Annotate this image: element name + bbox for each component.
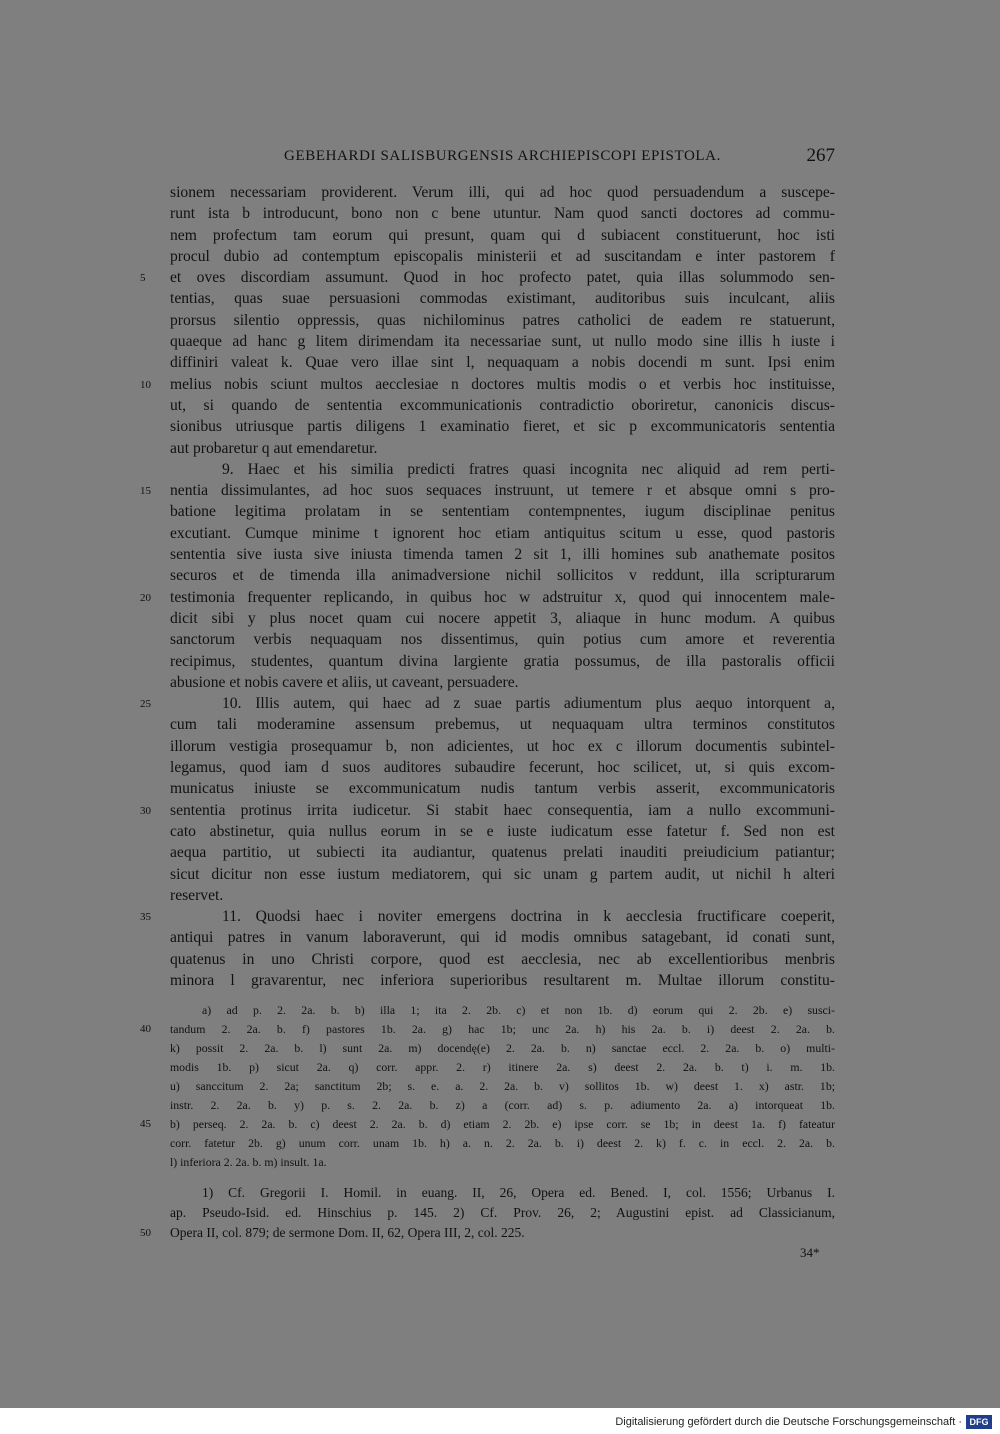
- text-line: [170, 203, 835, 224]
- main-text: [140, 182, 835, 991]
- line-text: ap. Pseudo-Isid. ed. Hinschius p. 145. 2) Cf. Prov. 26, 2; Augustini epist. ad Classicianum,: [170, 1205, 835, 1220]
- text-line: [170, 608, 835, 629]
- line-text: et oves discordiam assumunt. Quod in hoc profecto patet, quia illas solummodo sen-: [170, 269, 835, 287]
- line-text: k) possit 2. 2a. b. l) sunt 2a. m) docendę(e) 2. 2a. b. n) sanctae eccl. 2. 2a. b. o) multi-: [170, 1041, 835, 1055]
- dfg-logo: DFG: [966, 1415, 992, 1429]
- sheet-signature: 34*: [800, 1245, 820, 1260]
- line-text: u) sanccitum 2. 2a; sanctitum 2b; s. e. a. 2. 2a. b. v) sollitos 1b. w) deest 1. x) astr. 1b;: [170, 1079, 835, 1093]
- line-text: ut, si quando de sententia excommunicationis contradictio oboriretur, canonicis discus-: [170, 396, 835, 414]
- apparatus-line: [170, 1096, 835, 1115]
- critical-apparatus: [140, 1001, 835, 1172]
- line-text: tentias, quas suae persuasioni commodas existimant, auditoribus suis inculcant, aliis: [170, 290, 835, 308]
- text-line: [140, 693, 835, 714]
- line-number: 10: [140, 378, 151, 391]
- line-text: aequa partitio, ut subiecti ita audiantur, quatenus prelati inauditi preiudicium patiantur;: [170, 844, 835, 862]
- line-text: 9. Haec et his similia predicti fratres quasi incognita nec aliquid ad rem perti-: [222, 460, 835, 478]
- line-text: aut probaretur q aut emendaretur.: [170, 439, 378, 457]
- text-line: [170, 310, 835, 331]
- text-line: [170, 246, 835, 267]
- text-line: [140, 374, 835, 395]
- footer-credit: Digitalisierung gefördert durch die Deutsche Forschungsgemeinschaft ·: [615, 1416, 962, 1428]
- line-text: antiqui patres in vanum laboraverunt, qui id modis omnibus satagebant, id conati sunt,: [170, 929, 835, 947]
- line-text: legamus, quod iam d suos auditores subaudire fecerunt, hoc scilicet, ut, si quis excom-: [170, 759, 835, 777]
- line-text: minora l gravarentur, nec inferiora superioribus resultarent m. Multae illorum constitu-: [170, 971, 835, 989]
- text-line: [170, 821, 835, 842]
- text-line: [170, 501, 835, 522]
- line-text: cato abstinetur, quia nullus eorum in se e iuste iudicatum esse fatetur f. Sed non est: [170, 822, 835, 840]
- text-line: [170, 395, 835, 416]
- apparatus-line: [170, 1153, 835, 1172]
- text-line: [170, 565, 835, 586]
- text-line: [170, 416, 835, 437]
- text-line: [170, 629, 835, 650]
- line-text: b) perseq. 2. 2a. b. c) deest 2. 2a. b. d) etiam 2. 2b. e) ipse corr. se 1b; in deest 1a. f) fateatur: [170, 1117, 835, 1131]
- line-text: quaeque ad hanc g litem dirimendam ita necessariae sunt, ut nullo modo sine illis h iuste i: [170, 333, 835, 351]
- line-text: prorsus silentio oppressis, quas nichilominus patres catholici de eadem re statuerunt,: [170, 311, 835, 329]
- footnote-line: [170, 1183, 835, 1203]
- line-text: 11. Quodsi haec i noviter emergens doctrina in k aecclesia fructificare coeperit,: [222, 908, 835, 926]
- text-line: [140, 906, 835, 927]
- text-line: [170, 885, 835, 906]
- line-text: illorum vestigia prosequamur b, non adicientes, ut hoc ex c illorum documentis subintel-: [170, 737, 835, 755]
- line-text: 1) Cf. Gregorii I. Homil. in euang. II, 26, Opera ed. Bened. I, col. 1556; Urbanus I.: [202, 1185, 835, 1200]
- line-text: quatenus in uno Christi corpore, quod est aecclesia, nec ab excellentioribus menbris: [170, 950, 835, 968]
- footnotes: [140, 1183, 835, 1243]
- line-text: Opera II, col. 879; de sermone Dom. II, 62, Opera III, 2, col. 225.: [170, 1225, 525, 1240]
- line-text: runt ista b introducunt, bono non c bene utuntur. Nam quod sancti doctores ad commu-: [170, 205, 835, 223]
- line-text: melius nobis sciunt multos aecclesiae n doctores multis modis o et verbis hoc instituisse,: [170, 375, 835, 393]
- line-text: corr. fatetur 2b. g) unum corr. unam 1b. h) a. n. 2. 2a. b. i) deest 2. k) f. c. in eccl. 2. 2a. b.: [170, 1136, 835, 1150]
- line-text: nem profectum tam eorum qui presunt, quam qui d subiacent constituerunt, hoc isti: [170, 226, 835, 244]
- text-line: [170, 842, 835, 863]
- line-number: 35: [140, 911, 151, 924]
- apparatus-line: [170, 1134, 835, 1153]
- apparatus-line: [170, 1077, 835, 1096]
- line-text: diffiniri valeat k. Quae vero illae sint l, nequaquam a nobis docendi m sunt. Ipsi enim: [170, 354, 835, 372]
- text-line: [170, 927, 835, 948]
- line-number: 40: [140, 1023, 151, 1035]
- running-header: [170, 145, 835, 170]
- line-number: 30: [140, 804, 151, 817]
- running-title: GEBEHARDI SALISBURGENSIS ARCHIEPISCOPI EPISTOLA.: [284, 148, 721, 164]
- text-line: [140, 480, 835, 501]
- line-text: sionem necessariam providerent. Verum illi, qui ad hoc quod persuadendum a suscepe-: [170, 184, 835, 201]
- line-text: sententia sive iusta sive iniusta timenda tamen 2 sit 1, illi homines sub anathemate positos: [170, 546, 835, 564]
- text-line: [170, 331, 835, 352]
- line-text: 10. Illis autem, qui haec ad z suae partis adiumentum plus aequo intorquent a,: [222, 695, 835, 713]
- text-line: [170, 970, 835, 991]
- text-line: [170, 757, 835, 778]
- text-line: [170, 438, 835, 459]
- text-line: [170, 736, 835, 757]
- line-text: sionibus utriusque partis diligens 1 examinatio fieret, et sic p excommunicatoris sententia: [170, 418, 835, 436]
- apparatus-line: [170, 1039, 835, 1058]
- text-line: [170, 544, 835, 565]
- text-line: [140, 587, 835, 608]
- text-line: [140, 800, 835, 821]
- text-line: [170, 714, 835, 735]
- line-text: securos et de timenda illa animadversione nichil sollicitos v reddunt, illa scripturarum: [170, 567, 835, 585]
- footnote-line: [140, 1223, 835, 1243]
- line-text: procul dubio ad contemptum episcopalis ministerii et ad suscitandam e inter pastorem f: [170, 247, 835, 265]
- line-text: batione legitima prolatam in se sententiam contempnentes, iugum disciplinae penitus: [170, 503, 835, 521]
- apparatus-line: [170, 1058, 835, 1077]
- line-text: cum tali moderamine assensum prebemus, ut nequaquam ultra terminos constitutos: [170, 716, 835, 734]
- line-number: 25: [140, 698, 151, 711]
- apparatus-line: [170, 1001, 835, 1020]
- page-number: 267: [806, 145, 835, 166]
- text-line: [170, 182, 835, 203]
- line-text: sicut dicitur non esse iustum mediatorem, qui sic unam g partem audit, ut nichil h alteri: [170, 865, 835, 883]
- line-text: tandum 2. 2a. b. f) pastores 1b. 2a. g) hac 1b; unc 2a. h) his 2a. b. i) deest 2. 2a. b.: [170, 1022, 835, 1036]
- digitization-footer: [0, 1408, 1000, 1434]
- line-text: recipimus, studentes, quantum divina largiente gratia possumus, de illa pastoralis officii: [170, 652, 835, 670]
- line-text: l) inferiora 2. 2a. b. m) insult. 1a.: [170, 1155, 327, 1169]
- line-text: excutiant. Cumque minime t ignorent hoc etiam antiquitus scitum u esse, quod pastoris: [170, 524, 835, 542]
- text-line: [170, 352, 835, 373]
- line-number: 50: [140, 1227, 151, 1239]
- text-line: [140, 267, 835, 288]
- text-line: [170, 288, 835, 309]
- line-text: municatus iniuste se excommunicatum nudis tantum verbis asserit, excommunicatoris: [170, 780, 835, 798]
- line-text: sententia protinus irrita iudicetur. Si stabit haec consequentia, iam a nullo excommuni-: [170, 801, 835, 819]
- line-text: nentia dissimulantes, ad hoc suos sequaces instruunt, ut temere r et absque omni s pro-: [170, 482, 835, 500]
- text-line: [170, 225, 835, 246]
- text-line: [170, 459, 835, 480]
- footnote-line: [170, 1203, 835, 1223]
- text-line: [170, 651, 835, 672]
- apparatus-line: [140, 1020, 835, 1039]
- line-text: reservet.: [170, 886, 224, 904]
- text-line: [170, 778, 835, 799]
- line-text: dicit sibi y plus nocet quam cui nocere appetit 3, aliaque in hunc modum. A quibus: [170, 609, 835, 627]
- line-text: a) ad p. 2. 2a. b. b) illa 1; ita 2. 2b. c) et non 1b. d) eorum qui 2. 2b. e) susci-: [202, 1003, 835, 1017]
- text-line: [170, 672, 835, 693]
- line-text: sanctorum verbis nequaquam nos dissentimus, quin potius cum amore et reverentia: [170, 631, 835, 649]
- line-text: testimonia frequenter replicando, in quibus hoc w adstruitur x, quod qui innocentem male-: [170, 588, 835, 606]
- line-text: modis 1b. p) sicut 2a. q) corr. appr. 2. r) itinere 2a. s) deest 2. 2a. b. t) i. m. 1b.: [170, 1060, 835, 1074]
- apparatus-line: [140, 1115, 835, 1134]
- line-number: 15: [140, 485, 151, 498]
- line-number: 5: [140, 272, 146, 285]
- line-text: abusione et nobis cavere et aliis, ut caveant, persuadere.: [170, 673, 519, 691]
- line-number: 20: [140, 591, 151, 604]
- line-text: instr. 2. 2a. b. y) p. s. 2. 2a. b. z) a (corr. ad) s. p. adiumento 2a. a) intorqueat 1b.: [170, 1098, 835, 1112]
- text-line: [170, 523, 835, 544]
- line-number: 45: [140, 1118, 151, 1130]
- text-line: [170, 864, 835, 885]
- text-line: [170, 949, 835, 970]
